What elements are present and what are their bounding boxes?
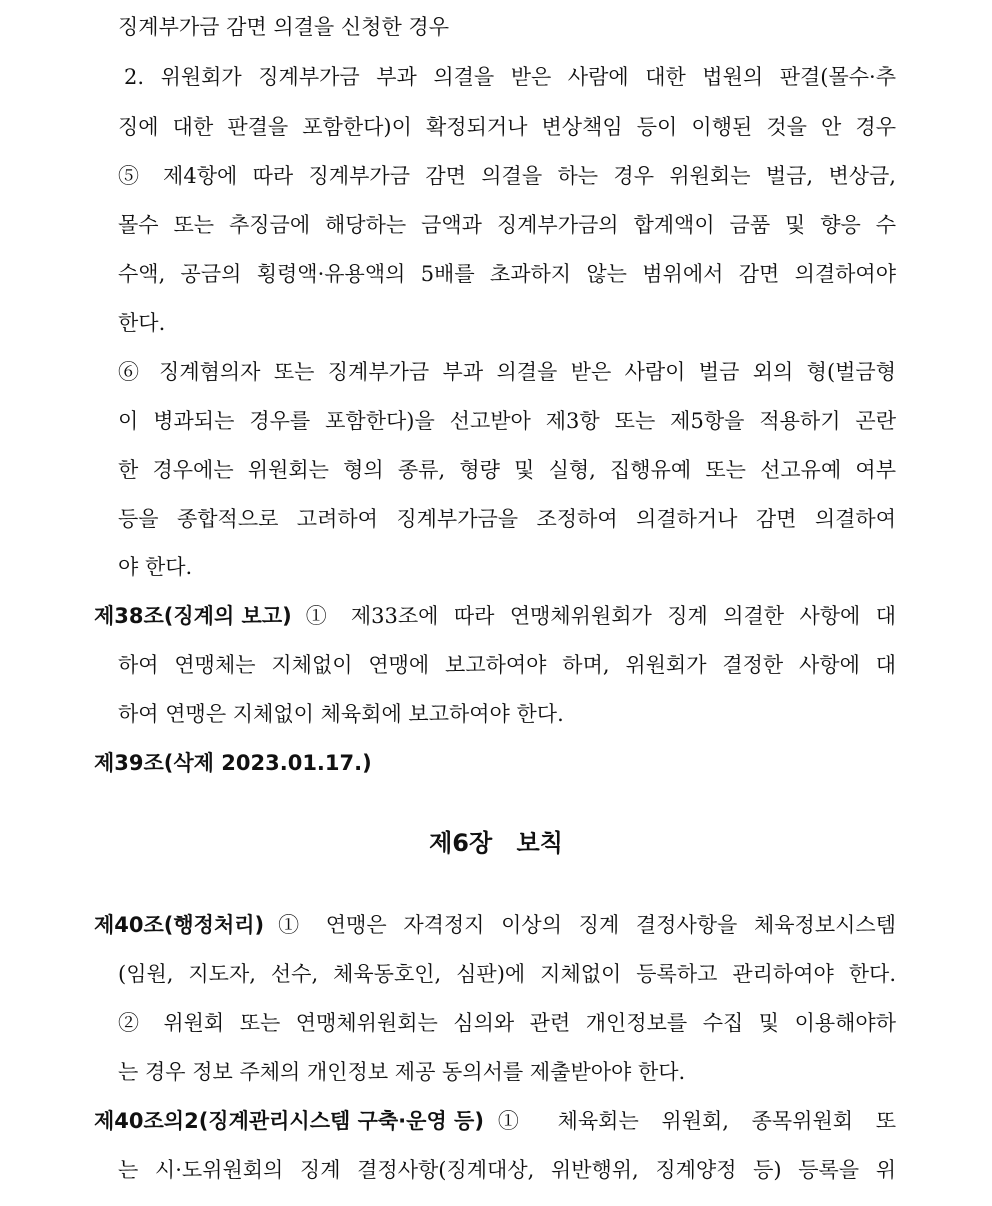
- text-line: 한 경우에는 위원회는 형의 종류, 형량 및 실형, 집행유예 또는 선고유예 여부: [118, 458, 896, 482]
- text-line: 는 시·도위원회의 징계 결정사항(징계대상, 위반행위, 징계양정 등) 등록을 위: [118, 1158, 896, 1182]
- text-line: 징계부가금 감면 의결을 신청한 경우: [118, 15, 449, 39]
- text-line: 하여 연맹은 지체없이 체육회에 보고하여야 한다.: [118, 702, 564, 726]
- text-line: 징에 대한 판결을 포함한다)이 확정되거나 변상책임 등이 이행된 것을 안 경우: [118, 115, 896, 139]
- article-40-title: 제40조(행정처리): [94, 913, 265, 937]
- article-38-first-line: [94, 601, 896, 631]
- article-40-first-line: [94, 910, 896, 940]
- text-line: ① 연맹은 자격정지 이상의 징계 결정사항을 체육정보시스템: [278, 913, 896, 937]
- text-line: 2. 위원회가 징계부가금 부과 의결을 받은 사람에 대한 법원의 판결(몰수·추: [124, 65, 896, 89]
- text-line: 수액, 공금의 횡령액·유용액의 5배를 초과하지 않는 범위에서 감면 의결하여야: [118, 262, 896, 286]
- text-line: 야 한다.: [118, 555, 193, 579]
- article-38-title: 제38조(징계의 보고): [94, 604, 292, 628]
- text-line: 등을 종합적으로 고려하여 징계부가금을 조정하여 의결하거나 감면 의결하여: [118, 507, 896, 531]
- text-line: 하여 연맹체는 지체없이 연맹에 보고하여야 하며, 위원회가 결정한 사항에 대: [118, 653, 896, 677]
- chapter-heading: 제6장 보칙: [429, 829, 563, 857]
- text-line: 는 경우 정보 주체의 개인정보 제공 동의서를 제출받아야 한다.: [118, 1060, 686, 1084]
- text-line: ⑤ 제4항에 따라 징계부가금 감면 의결을 하는 경우 위원회는 벌금, 변상금,: [118, 164, 896, 188]
- text-line: (임원, 지도자, 선수, 체육동호인, 심판)에 지체없이 등록하고 관리하여야 한다.: [118, 962, 896, 986]
- text-line: ① 제33조에 따라 연맹체위원회가 징계 의결한 사항에 대: [305, 604, 896, 628]
- text-line: ① 체육회는 위원회, 종목위원회 또: [497, 1109, 896, 1133]
- article-39-title: 제39조(삭제 2023.01.17.): [94, 751, 372, 775]
- text-line: ⑥ 징계혐의자 또는 징계부가금 부과 의결을 받은 사람이 벌금 외의 형(벌금형: [118, 360, 896, 384]
- text-line: 이 병과되는 경우를 포함한다)을 선고받아 제3항 또는 제5항을 적용하기 곤란: [118, 409, 896, 433]
- text-line: 한다.: [118, 311, 166, 335]
- text-line: ② 위원회 또는 연맹체위원회는 심의와 관련 개인정보를 수집 및 이용해야하: [118, 1011, 896, 1035]
- article-40-2-title: 제40조의2(징계관리시스템 구축·운영 등): [94, 1109, 484, 1133]
- article-40-2-first-line: [94, 1106, 896, 1136]
- text-line: 몰수 또는 추징금에 해당하는 금액과 징계부가금의 합계액이 금품 및 향응 수: [118, 213, 896, 237]
